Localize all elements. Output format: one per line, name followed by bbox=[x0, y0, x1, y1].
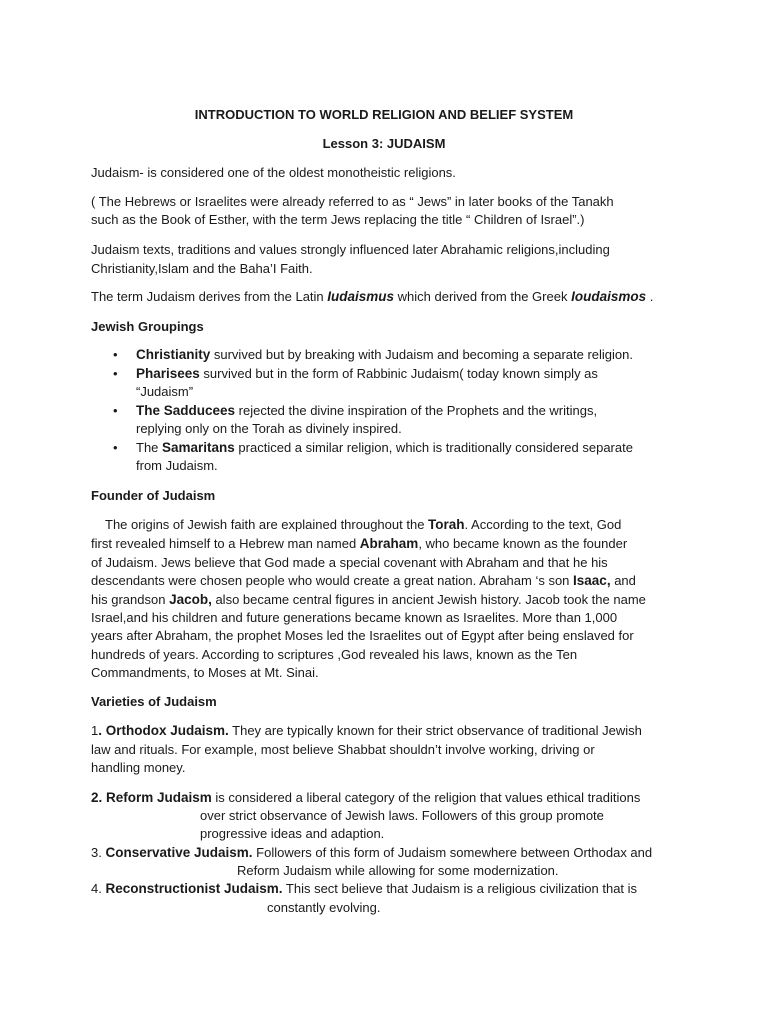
intro-paragraph-2-line-1: ( The Hebrews or Israelites were already referred to as “ Jews” in later books of the Tanakh bbox=[91, 194, 614, 209]
variety-reconstructionist-line-2: constantly evolving. bbox=[267, 900, 381, 915]
variety-reform-line-1: 2. Reform Judaism is considered a liberal category of the religion that values ethical traditions bbox=[91, 790, 641, 805]
variety-orthodox-line-1: 1. Orthodox Judaism. They are typically known for their strict observance of traditional Jewish bbox=[91, 723, 642, 738]
founder-line-7: years after Abraham, the prophet Moses led the Israelites out of Egypt after being enslaved for bbox=[91, 628, 634, 643]
varieties-heading: Varieties of Judaism bbox=[91, 694, 217, 709]
variety-orthodox-line-2: law and rituals. For example, most believe Shabbat shouldn’t involve working, driving or bbox=[91, 742, 595, 757]
etymology-paragraph: The term Judaism derives from the Latin Iudaismus which derived from the Greek Ioudaismos . bbox=[91, 289, 654, 304]
greek-term: Ioudaismos bbox=[571, 289, 647, 304]
founder-line-4: descendants were chosen people who would create a great nation. Abraham ‘s son Isaac, and bbox=[91, 573, 636, 588]
bullet-icon: • bbox=[113, 403, 118, 418]
list-item: Christianity survived but by breaking with Judaism and becoming a separate religion. bbox=[136, 347, 634, 362]
document-title: INTRODUCTION TO WORLD RELIGION AND BELIEF SYSTEM bbox=[194, 107, 574, 122]
founder-line-9: Commandments, to Moses at Mt. Sinai. bbox=[91, 665, 319, 680]
bullet-icon: • bbox=[113, 366, 118, 381]
list-item: The Samaritans practiced a similar religion, which is traditionally considered separate bbox=[136, 440, 633, 455]
variety-conservative-line-2: Reform Judaism while allowing for some modernization. bbox=[237, 863, 559, 878]
list-item-continuation: replying only on the Torah as divinely inspired. bbox=[136, 421, 402, 436]
jewish-groupings-heading: Jewish Groupings bbox=[91, 319, 204, 334]
intro-paragraph-1: Judaism- is considered one of the oldest monotheistic religions. bbox=[91, 165, 456, 180]
founder-line-3: of Judaism. Jews believe that God made a special covenant with Abraham and that he his bbox=[91, 555, 608, 570]
intro-paragraph-3-line-2: Christianity,Islam and the Baha’I Faith. bbox=[91, 261, 313, 276]
variety-reform-line-2: over strict observance of Jewish laws. Followers of this group promote bbox=[200, 808, 604, 823]
intro-paragraph-3-line-1: Judaism texts, traditions and values strongly influenced later Abrahamic religions,including bbox=[91, 242, 610, 257]
variety-orthodox-line-3: handling money. bbox=[91, 760, 186, 775]
list-item: Pharisees survived but in the form of Rabbinic Judaism( today known simply as bbox=[136, 366, 598, 381]
bullet-icon: • bbox=[113, 347, 118, 362]
list-item-continuation: from Judaism. bbox=[136, 458, 218, 473]
founder-line-2: first revealed himself to a Hebrew man named Abraham, who became known as the founder bbox=[91, 536, 628, 551]
founder-line-8: hundreds of years. According to scriptures ,God revealed his laws, known as the Ten bbox=[91, 647, 578, 662]
founder-line-6: Israel,and his children and future generations became known as Israelites. More than 1,000 bbox=[91, 610, 618, 625]
founder-line-1: The origins of Jewish faith are explained throughout the Torah. According to the text, God bbox=[105, 517, 622, 532]
variety-reform-line-3: progressive ideas and adaption. bbox=[200, 826, 385, 841]
variety-conservative-line-1: 3. Conservative Judaism. Followers of this form of Judaism somewhere between Orthodax and bbox=[91, 845, 653, 860]
bullet-icon: • bbox=[113, 440, 118, 455]
variety-reconstructionist-line-1: 4. Reconstructionist Judaism. This sect believe that Judaism is a religious civilization that is bbox=[91, 881, 638, 896]
founder-heading: Founder of Judaism bbox=[91, 488, 216, 503]
list-item-continuation: “Judaism” bbox=[136, 384, 194, 399]
list-item: The Sadducees rejected the divine inspiration of the Prophets and the writings, bbox=[136, 403, 598, 418]
latin-term: Iudaismus bbox=[327, 289, 395, 304]
intro-paragraph-2-line-2: such as the Book of Esther, with the term Jews replacing the title “ Children of Israel”.) bbox=[91, 212, 585, 227]
founder-line-5: his grandson Jacob, also became central figures in ancient Jewish history. Jacob took the name bbox=[91, 592, 646, 607]
lesson-title: Lesson 3: JUDAISM bbox=[322, 136, 446, 151]
